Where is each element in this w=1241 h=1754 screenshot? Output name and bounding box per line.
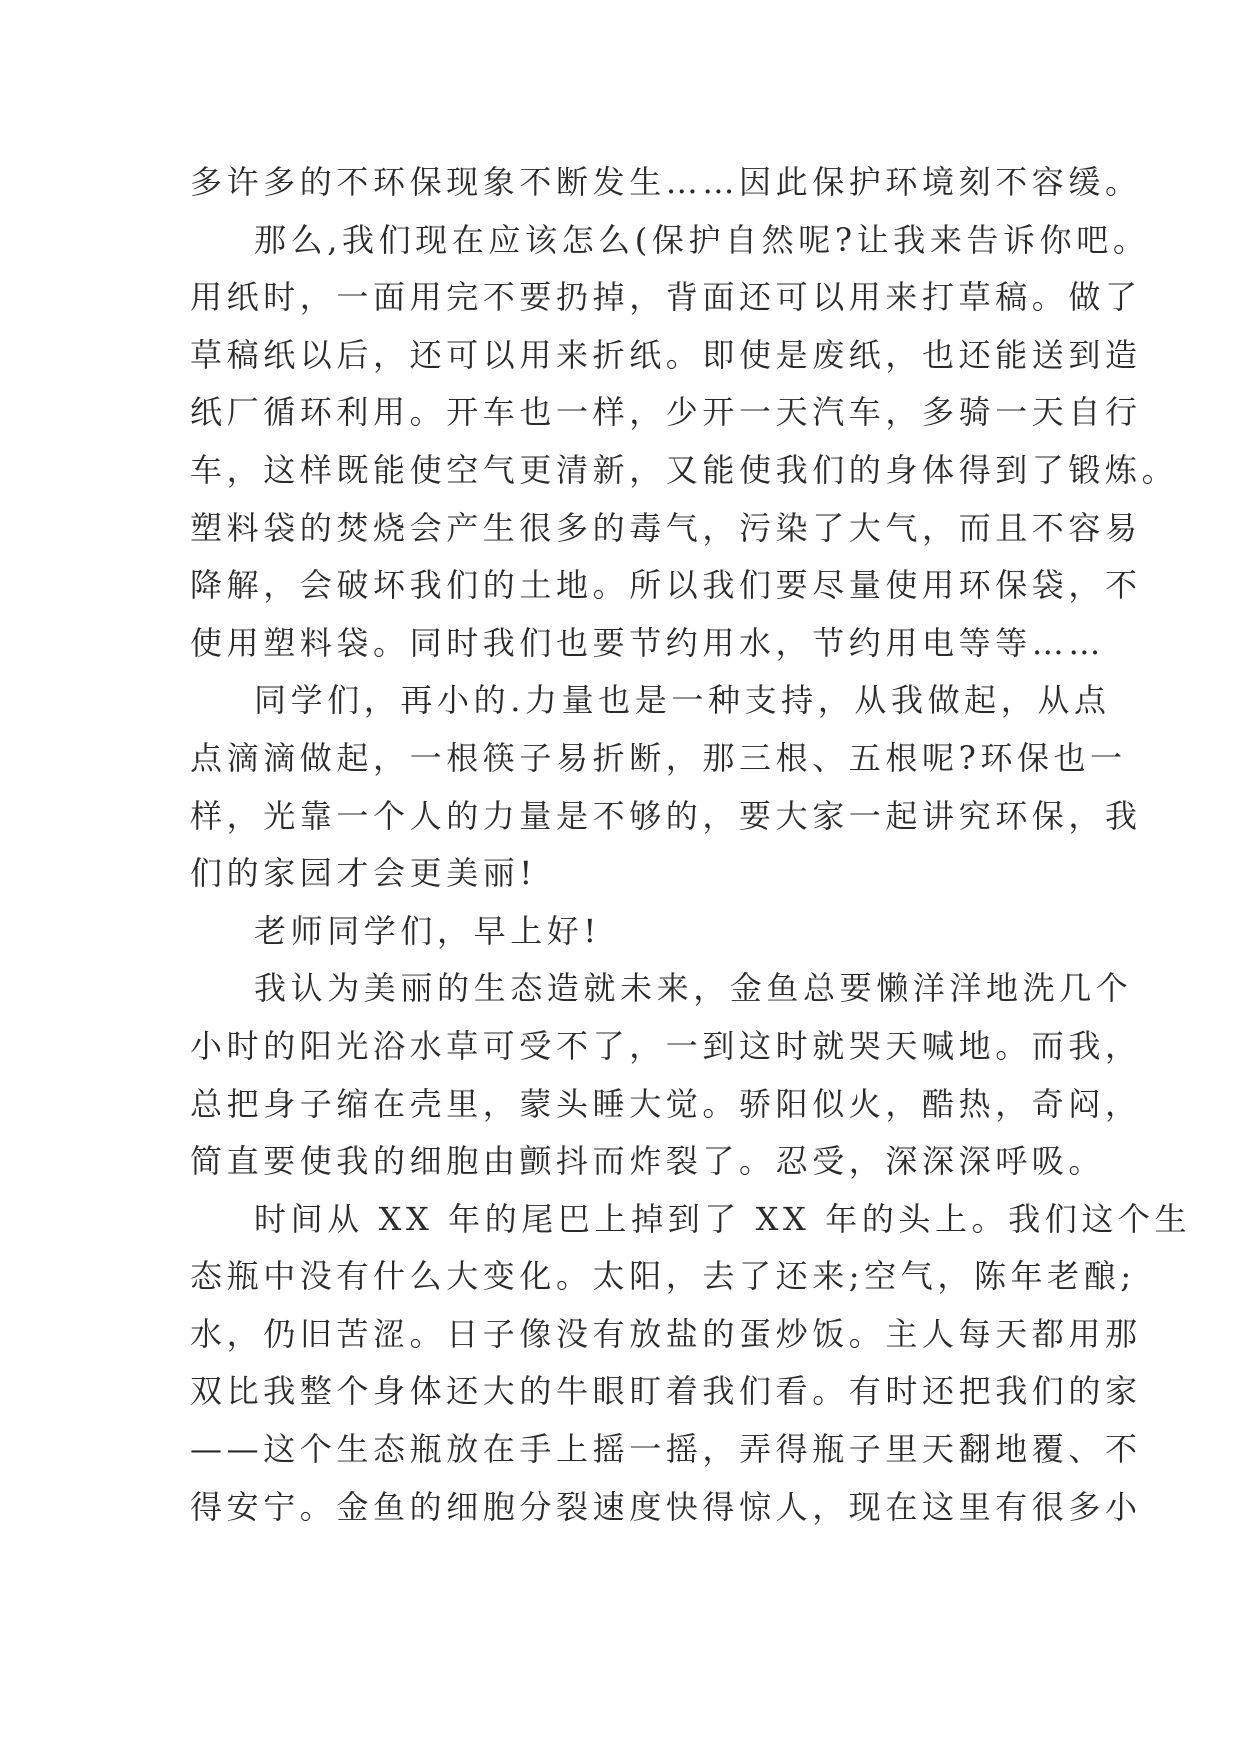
text-line: 样，光靠一个人的力量是不够的，要大家一起讲究环保，我 bbox=[190, 796, 1142, 835]
text-line: 得安宁。金鱼的细胞分裂速度快得惊人，现在这里有很多小 bbox=[190, 1487, 1142, 1526]
document-body bbox=[190, 154, 1192, 1536]
text-line: 车，这样既能使空气更清新，又能使我们的身体得到了锻炼。 bbox=[190, 450, 1179, 489]
text-line: 我认为美丽的生态造就未来，金鱼总要懒洋洋地洗几个 bbox=[254, 969, 1133, 1008]
text-line: 多许多的不环保现象不断发生……因此保护环境刻不容缓。 bbox=[190, 163, 1142, 201]
text-line: 降解，会破坏我们的土地。所以我们要尽量使用环保袋，不 bbox=[190, 566, 1142, 605]
text-line: 总把身子缩在壳里，蒙头睡大觉。骄阳似火，酷热，奇闷， bbox=[190, 1084, 1142, 1123]
text-line: 使用塑料袋。同时我们也要节约用水，节约用电等等…… bbox=[190, 623, 1106, 662]
text-line: 时间从 XX 年的尾巴上掉到了 XX 年的头上。我们这个生 bbox=[254, 1199, 1192, 1238]
text-line: 同学们，再小的.力量也是一种支持，从我做起，从点 bbox=[254, 681, 1111, 720]
text-line: 草稿纸以后，还可以用来折纸。即使是废纸，也还能送到造 bbox=[190, 335, 1142, 374]
text-line: ——这个生态瓶放在手上摇一摇，弄得瓶子里天翻地覆、不 bbox=[190, 1430, 1142, 1469]
text-line: 老师同学们，早上好! bbox=[254, 911, 601, 950]
text-line: 那么,我们现在应该怎么(保护自然呢?让我来告诉你吧。 bbox=[254, 220, 1150, 259]
text-line: 小时的阳光浴水草可受不了，一到这时就哭天喊地。而我， bbox=[190, 1026, 1142, 1065]
text-line: 水，仍旧苦涩。日子像没有放盐的蛋炒饭。主人每天都用那 bbox=[190, 1314, 1142, 1353]
text-line: 塑料袋的焚烧会产生很多的毒气，污染了大气，而且不容易 bbox=[190, 508, 1142, 547]
text-line: 用纸时，一面用完不要扔掉，背面还可以用来打草稿。做了 bbox=[190, 278, 1142, 317]
text-line: 简直要使我的细胞由颤抖而炸裂了。忍受，深深深呼吸。 bbox=[190, 1142, 1106, 1181]
text-line: 态瓶中没有什么大变化。太阳，去了还来;空气，陈年老酿; bbox=[190, 1257, 1136, 1296]
text-line: 双比我整个身体还大的牛眼盯着我们看。有时还把我们的家 bbox=[190, 1372, 1142, 1411]
text-line: 点滴滴做起，一根筷子易折断，那三根、五根呢?环保也一 bbox=[190, 738, 1127, 777]
text-line: 们的家园才会更美丽! bbox=[190, 854, 537, 893]
text-line: 纸厂循环利用。开车也一样，少开一天汽车，多骑一天自行 bbox=[190, 393, 1142, 432]
